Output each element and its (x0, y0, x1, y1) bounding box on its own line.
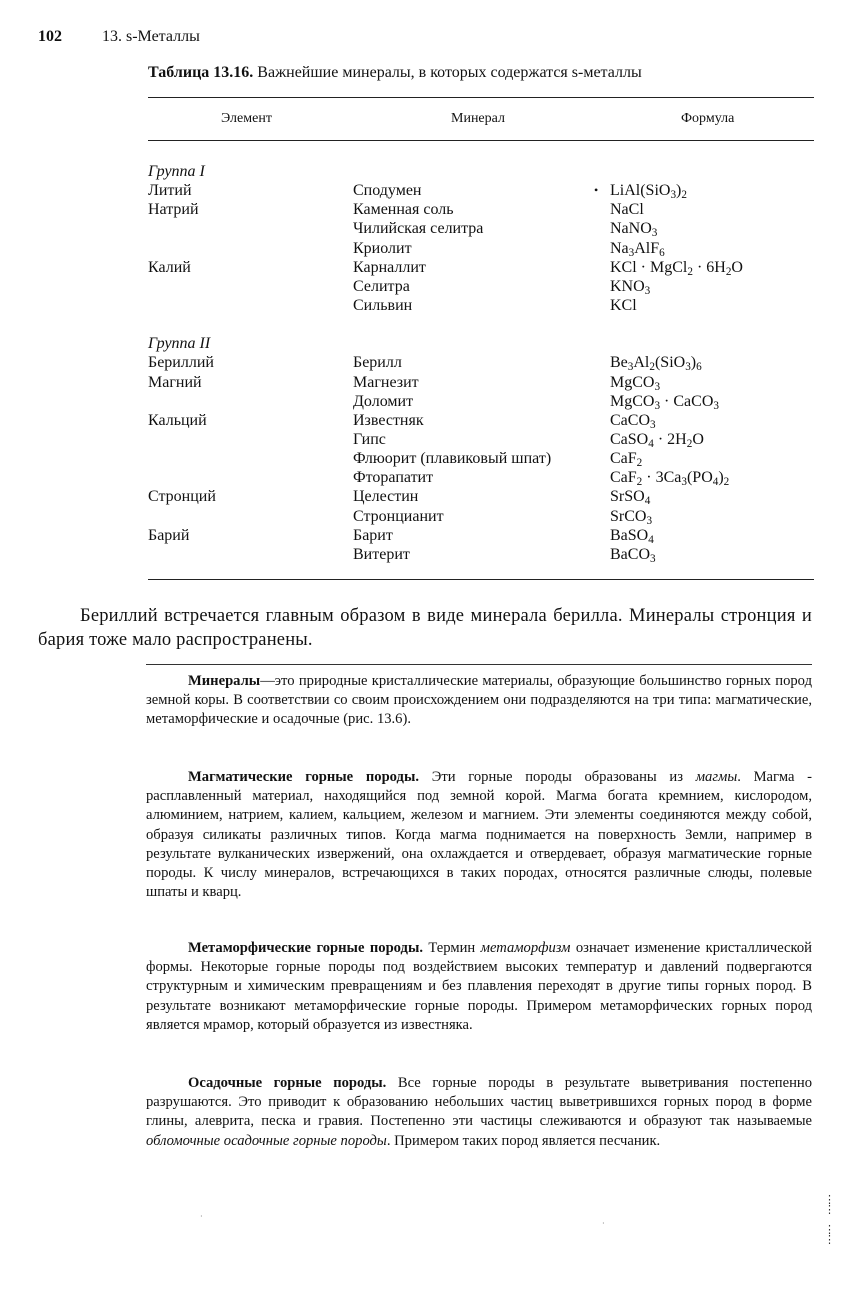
mineral-cell: Целестин (353, 488, 419, 506)
formula-cell: $KNO_3$ (610, 277, 651, 297)
term-minerals: Минералы (188, 673, 261, 689)
mineral-cell: Каменная соль (353, 201, 454, 219)
mineral-cell: Стронцианит (353, 507, 444, 525)
term-metamorphic: Метаморфические горные породы. (188, 940, 423, 956)
table-spacer-row (148, 315, 814, 334)
metamorphic-text-b: означает изменение кристаллической формы. Некоторые горные породы под воздействием высоких температур и давлений подвергаются структурным и химическим превращениям и без плавления переходят в другие типы горных пород. В результате возникают метаморфические горные породы. Примером метаморфических горных пород является мрамор, который образуется из известняка. (146, 940, 812, 1033)
mineral-cell: Берилл (353, 354, 402, 372)
igneous-text-b: . Магма - расплавленный материал, находящийся под земной корой. Магма богата кремнием, кислородом, алюминием, натрием, калием, кальцием, железом и магнием. Эти элементы соединяются между собой, образуя силикаты различных типов. Когда магма поднимается на поверхность Земли, например в результате вулканических извержений, она охлаждается и отвердевает, образуя магматические горные породы. К числу минералов, встречающихся в таких породах, относятся различные слюды, полевые шпаты и кварц. (146, 769, 812, 901)
column-header-mineral: Минерал (451, 111, 505, 126)
mineral-cell: Сподумен (353, 182, 422, 200)
group-label: Группа II (148, 335, 211, 353)
scan-mark: • (594, 183, 599, 198)
running-header (38, 28, 200, 46)
element-cell: Натрий (148, 201, 199, 219)
term-igneous: Магматические горные породы. (188, 769, 419, 785)
table-row (148, 487, 814, 506)
table-row (148, 239, 814, 258)
table-caption (148, 64, 642, 82)
term-sedimentary: Осадочные горные породы. (188, 1075, 387, 1091)
table-row (148, 181, 814, 200)
mineral-cell: Фторапатит (353, 469, 434, 487)
column-header-element: Элемент (221, 111, 272, 126)
formula-cell: $LiAl(SiO_3)_2$ (610, 182, 687, 202)
table-row (148, 545, 814, 564)
sedimentary-text-b: . Примером таких пород является песчаник. (386, 1132, 661, 1149)
table-row (148, 430, 814, 449)
mineral-cell: Барит (353, 526, 393, 544)
element-cell: Стронций (148, 488, 216, 506)
formula-cell: $CaF_2 \cdot 3Ca_3(PO_4)_2$ (610, 469, 730, 489)
igneous-text-a: Эти горные породы образованы из (419, 769, 696, 785)
table-row (148, 219, 814, 238)
mineral-cell: Сильвин (353, 296, 413, 314)
column-header-formula: Формула (681, 111, 735, 126)
formula-cell: SrCO$_3$ (610, 507, 653, 527)
mineral-cell: Криолит (353, 239, 412, 257)
mineral-cell: Флюорит (плавиковый шпат) (353, 450, 552, 468)
page-number: 102 (38, 28, 62, 45)
table-caption-text: Важнейшие минералы, в которых содержатся s-металлы (257, 64, 642, 81)
sedimentary-rocks-paragraph (146, 1074, 812, 1151)
element-cell: Кальций (148, 411, 207, 429)
table-row (148, 258, 814, 277)
box-separator (146, 664, 812, 665)
group-label: Группа I (148, 163, 205, 180)
table-header-rule (148, 140, 814, 141)
metamorphic-italic: метаморфизм (480, 940, 571, 956)
table-group-row (148, 334, 814, 353)
formula-cell: KCl · MgCl$_2$ · $6H_2O$ (610, 258, 743, 278)
formula-cell: CaF$_2$ (610, 450, 643, 470)
mineral-cell: Магнезит (353, 373, 419, 391)
formula-cell: MgCO$_3$ (610, 373, 661, 393)
formula-cell: $Be_3Al_2(SiO_3)_6$ (610, 354, 702, 374)
table-row (148, 507, 814, 526)
element-cell: Калий (148, 258, 191, 276)
chapter-title: 13. s-Металлы (102, 28, 200, 45)
table-row (148, 526, 814, 545)
sedimentary-italic: обломочные осадочные горные породы (146, 1132, 387, 1149)
formula-cell: CaSO$_4$ · $2H_2O$ (610, 430, 704, 450)
table-row (148, 468, 814, 487)
table-group-row (148, 162, 814, 181)
minerals-definition (146, 672, 812, 730)
table-caption-label: Таблица 13.16. (148, 64, 254, 81)
formula-cell: CaCO$_3$ (610, 411, 656, 431)
element-cell: Литий (148, 182, 192, 200)
formula-cell: BaSO$_4$ (610, 526, 654, 546)
mineral-cell: Доломит (353, 392, 414, 410)
table-top-rule (148, 97, 814, 98)
minerals-definition-text: —это природные кристаллические материалы, образующие большинство горных пород земной коры. В соответствии со своим происхождением они подразделяются на три типа: магматические, метаморфические и осадочные (рис. 13.6). (146, 673, 812, 728)
sedimentary-text-a: Все горные породы в результате выветривания постепенно разрушаются. Это приводит к образованию небольших частиц выветрившихся горных пород в форме глины, алеврита, песка и гравия. Постепенно эти частицы слеживаются и образуют так называемые (146, 1075, 813, 1130)
formula-cell: KCl (610, 296, 637, 314)
metamorphic-rocks-paragraph (146, 939, 812, 1035)
intro-paragraph: Бериллий встречается главным образом в виде минерала берилла. Минералы стронция и бария тоже мало распространены. (38, 606, 812, 650)
table-row (148, 277, 814, 296)
scan-speckle-dots: ⋮ ⋮ ⋮ ⋮ (824, 1194, 835, 1246)
mineral-cell: Известняк (353, 411, 424, 429)
table-bottom-rule (148, 579, 814, 580)
mineral-cell: Витерит (353, 545, 410, 563)
igneous-rocks-paragraph (146, 768, 812, 902)
table-row (148, 449, 814, 468)
formula-cell: NaCl (610, 201, 644, 219)
table-row (148, 200, 814, 219)
table-row (148, 411, 814, 430)
formula-cell: $Na_3AlF_6$ (610, 239, 665, 259)
table-row (148, 296, 814, 315)
formula-cell: NaNO$_3$ (610, 220, 658, 240)
element-cell: Барий (148, 526, 190, 544)
element-cell: Бериллий (148, 354, 214, 372)
igneous-italic: магмы (695, 769, 738, 785)
table-row (148, 353, 814, 372)
metamorphic-text-a: Термин (422, 940, 481, 956)
table-row (148, 392, 814, 411)
formula-cell: MgCO$_3$ · CaCO$_3$ (610, 392, 719, 412)
mineral-cell: Карналлит (353, 258, 426, 276)
scan-speckle: · (200, 1212, 203, 1221)
formula-cell: BaCO$_3$ (610, 545, 656, 565)
table-row (148, 373, 814, 392)
formula-cell: SrSO$_4$ (610, 488, 651, 508)
mineral-cell: Гипс (353, 430, 386, 448)
mineral-cell: Чилийская селитра (353, 220, 484, 238)
element-cell: Магний (148, 373, 202, 391)
minerals-table (148, 162, 814, 564)
mineral-cell: Селитра (353, 277, 410, 295)
scan-speckle: · (602, 1219, 605, 1228)
